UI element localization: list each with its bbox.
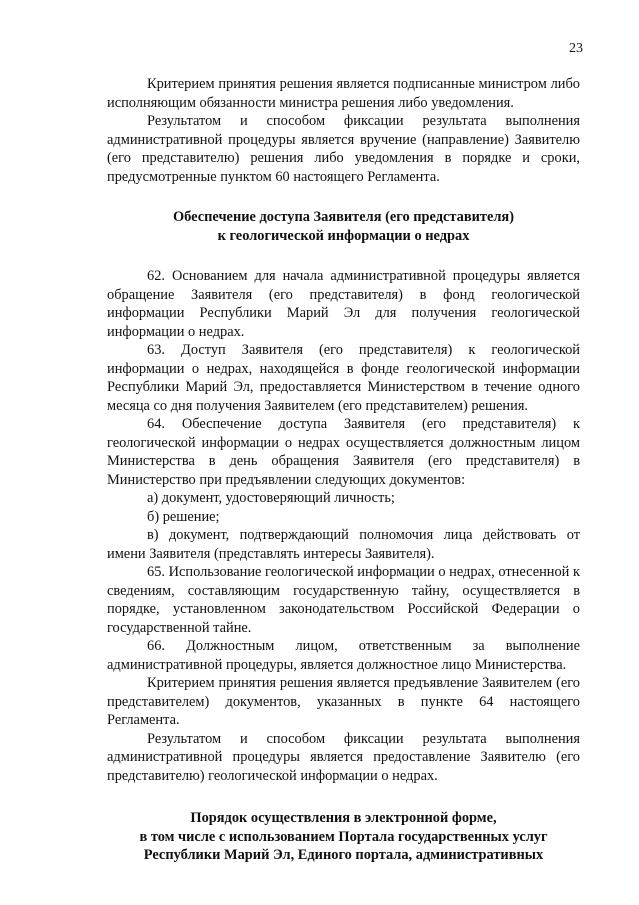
paragraph-item-65: 65. Использование геологической информации о недрах, отнесенной к сведениям, составляющим государственную тайну, осуществляется в порядке, установленном законодательством Российской Федерации о государственной тайне. [107,564,580,636]
paragraph-decision-criterion: Критерием принятия решения является подписанные министром либо исполняющим обязанности министра решения либо уведомления. [107,76,580,111]
heading-line: Республики Марий Эл, Единого портала, административных [143,847,544,863]
paragraph-item-64: 64. Обеспечение доступа Заявителя (его представителя) к геологической информации о недрах осуществляется должностным лицом Министерства в день обращения Заявителя (его представителя) в Министерство при предъявлении следующих документов: [107,416,580,488]
paragraph-result-fixation-2: Результатом и способом фиксации результата выполнения административной процедуры является предоставление Заявителю (его представителю) геологической информации о недрах. [107,730,580,784]
list-item-b: б) решение; [147,508,220,525]
paragraph-result-fixation: Результатом и способом фиксации результата выполнения административной процедуры является вручение (направление) Заявителю (его представителю) решения либо уведомления в порядке и сроки, предусмотренные пунктом 60 настоящего Регламента. [107,113,580,185]
heading-line: Обеспечение доступа Заявителя (его представителя) [172,209,515,225]
list-item-a: а) документ, удостоверяющий личность; [147,490,395,506]
paragraph-item-66: 66. Должностным лицом, ответственным за выполнение административной процедуры, является должностное лицо Министерства. [107,638,580,673]
page-body [107,75,580,865]
list-item-v: в) документ, подтверждающий полномочия лица действовать от имени Заявителя (представлять интересы Заявителя). [107,527,580,562]
section-heading-electronic-form [107,809,580,865]
paragraph-item-62: 62. Основанием для начала административной процедуры является обращение Заявителя (его представителя) в фонд геологической информации Республики Марий Эл для получения геологической информации о недрах. [107,268,580,340]
section-heading-geological-access [107,208,580,245]
heading-line: Порядок осуществления в электронной форме, [190,810,497,826]
page-number: 23 [569,41,583,56]
heading-line: к геологической информации о недрах [217,227,470,244]
heading-line: в том числе с использованием Портала государственных услуг [139,828,548,845]
paragraph-item-63: 63. Доступ Заявителя (его представителя) к геологической информации о недрах, находящейся в фонде геологической информации Республики Марий Эл, предоставляется Министерством в течение одного месяца со дня получения Заявителем (его представителем) решения. [107,342,580,414]
paragraph-decision-criterion-2: Критерием принятия решения является предъявление Заявителем (его представителем) документов, указанных в пункте 64 настоящего Регламента. [107,675,580,728]
